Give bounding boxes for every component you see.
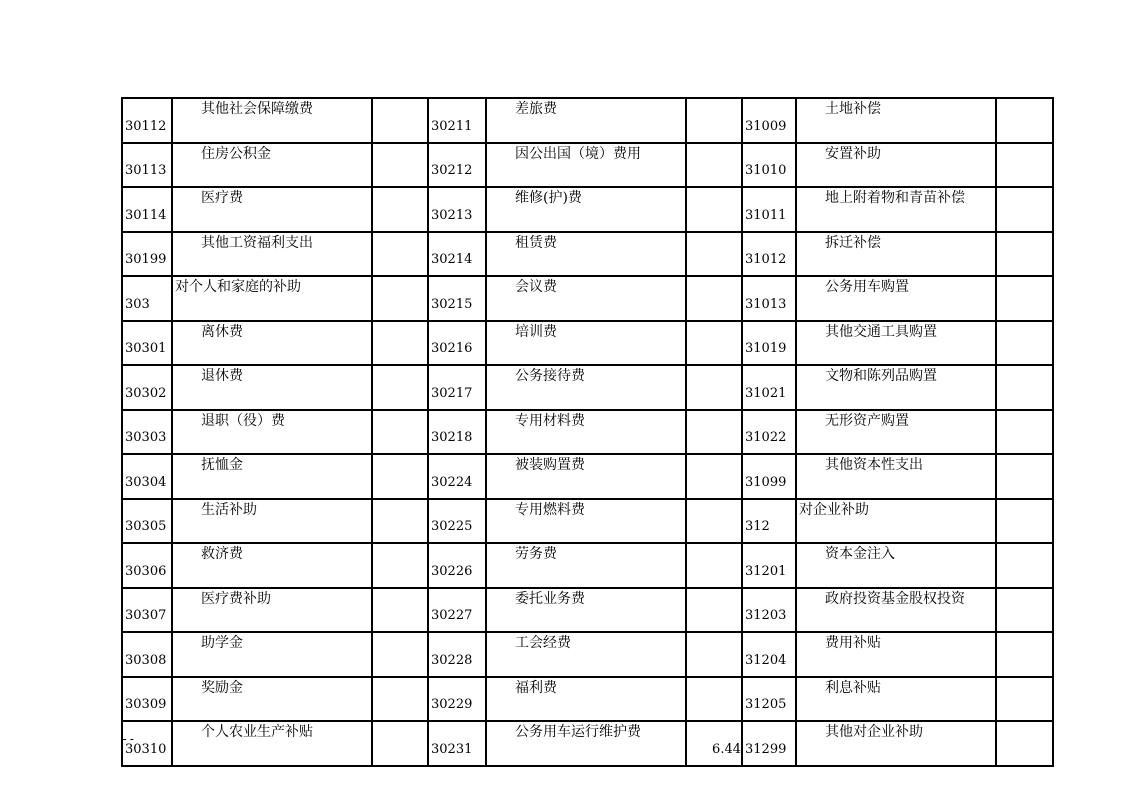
account-name-cell: 住房公积金: [172, 143, 372, 188]
amount-cell: [996, 677, 1053, 722]
account-code-cell: 303: [122, 276, 172, 321]
table-row: [122, 499, 1053, 544]
account-code-cell: 30114: [122, 187, 172, 232]
account-code-cell: 30227: [428, 588, 486, 633]
account-code-cell: 31010: [742, 143, 796, 188]
account-name-cell: 政府投资基金股权投资: [796, 588, 996, 633]
table-row: [122, 187, 1053, 232]
account-code-cell: 30216: [428, 321, 486, 366]
account-name-cell: 专用材料费: [486, 410, 686, 455]
account-code-cell: 30303: [122, 410, 172, 455]
account-code-cell: 31019: [742, 321, 796, 366]
amount-cell: [372, 410, 428, 455]
amount-cell: [372, 454, 428, 499]
amount-cell: [686, 454, 742, 499]
account-code-cell: 30302: [122, 365, 172, 410]
amount-cell: [996, 187, 1053, 232]
table-row: [122, 543, 1053, 588]
page-footer-mark: --: [121, 732, 136, 746]
account-name-cell: 助学金: [172, 632, 372, 677]
account-name-cell: 医疗费补助: [172, 588, 372, 633]
amount-cell: [996, 454, 1053, 499]
account-code-cell: 30304: [122, 454, 172, 499]
table-row: [122, 143, 1053, 188]
table-row: [122, 365, 1053, 410]
amount-cell: [686, 410, 742, 455]
account-code-cell: 30214: [428, 232, 486, 277]
account-code-cell: 31099: [742, 454, 796, 499]
amount-cell: [372, 365, 428, 410]
account-code-cell: 31013: [742, 276, 796, 321]
account-code-cell: 30199: [122, 232, 172, 277]
account-name-cell: 工会经费: [486, 632, 686, 677]
account-code-cell: 31299: [742, 721, 796, 766]
amount-cell: [686, 365, 742, 410]
amount-cell: [686, 321, 742, 366]
account-name-cell: 安置补助: [796, 143, 996, 188]
account-name-cell: 其他交通工具购置: [796, 321, 996, 366]
account-code-cell: 31022: [742, 410, 796, 455]
account-name-cell: 个人农业生产补贴: [172, 721, 372, 766]
account-name-cell: 抚恤金: [172, 454, 372, 499]
account-code-cell: 30231: [428, 721, 486, 766]
amount-cell: [686, 677, 742, 722]
account-code-cell: 30308: [122, 632, 172, 677]
account-code-cell: 31203: [742, 588, 796, 633]
amount-cell: [372, 588, 428, 633]
account-code-cell: 30211: [428, 98, 486, 143]
amount-cell: [372, 499, 428, 544]
account-code-cell: 31204: [742, 632, 796, 677]
amount-cell: [686, 588, 742, 633]
amount-cell: [996, 321, 1053, 366]
account-name-cell: 拆迁补偿: [796, 232, 996, 277]
account-code-cell: 31009: [742, 98, 796, 143]
amount-cell: [686, 232, 742, 277]
table-row: [122, 721, 1053, 766]
account-code-cell: 312: [742, 499, 796, 544]
account-name-cell: 资本金注入: [796, 543, 996, 588]
amount-cell: 6.44: [686, 721, 742, 766]
account-code-cell: 30226: [428, 543, 486, 588]
amount-cell: [372, 677, 428, 722]
table-body: [122, 98, 1053, 766]
account-name-cell: 文物和陈列品购置: [796, 365, 996, 410]
account-code-cell: 30305: [122, 499, 172, 544]
account-code-cell: 30212: [428, 143, 486, 188]
account-code-cell: 30310: [122, 721, 172, 766]
account-name-cell: 劳务费: [486, 543, 686, 588]
amount-cell: [996, 143, 1053, 188]
table-row: [122, 98, 1053, 143]
table-row: [122, 276, 1053, 321]
amount-cell: [686, 143, 742, 188]
account-code-cell: 30228: [428, 632, 486, 677]
account-name-cell: 退职（役）费: [172, 410, 372, 455]
account-name-cell: 租赁费: [486, 232, 686, 277]
amount-cell: [996, 632, 1053, 677]
amount-cell: [996, 410, 1053, 455]
account-code-cell: 30218: [428, 410, 486, 455]
account-code-cell: 31205: [742, 677, 796, 722]
account-code-cell: 31011: [742, 187, 796, 232]
account-code-cell: 30309: [122, 677, 172, 722]
amount-cell: [686, 187, 742, 232]
account-code-cell: 30112: [122, 98, 172, 143]
amount-cell: [996, 543, 1053, 588]
account-name-cell: 培训费: [486, 321, 686, 366]
account-name-cell: 救济费: [172, 543, 372, 588]
amount-cell: [686, 98, 742, 143]
amount-cell: [372, 632, 428, 677]
amount-cell: [372, 721, 428, 766]
account-name-cell: 会议费: [486, 276, 686, 321]
account-name-cell: 其他社会保障缴费: [172, 98, 372, 143]
amount-cell: [996, 232, 1053, 277]
table-row: [122, 677, 1053, 722]
amount-cell: [372, 187, 428, 232]
amount-cell: [372, 276, 428, 321]
account-name-cell: 离休费: [172, 321, 372, 366]
account-name-cell: 土地补偿: [796, 98, 996, 143]
amount-cell: [686, 499, 742, 544]
amount-cell: [996, 276, 1053, 321]
account-code-cell: 30306: [122, 543, 172, 588]
account-code-cell: 30215: [428, 276, 486, 321]
account-code-cell: 31012: [742, 232, 796, 277]
amount-cell: [372, 543, 428, 588]
account-name-cell: 差旅费: [486, 98, 686, 143]
account-name-cell: 公务用车购置: [796, 276, 996, 321]
table-row: [122, 454, 1053, 499]
table-row: [122, 588, 1053, 633]
table-row: [122, 632, 1053, 677]
account-name-cell: 生活补助: [172, 499, 372, 544]
amount-cell: [686, 632, 742, 677]
account-name-cell: 公务用车运行维护费: [486, 721, 686, 766]
account-code-cell: 30217: [428, 365, 486, 410]
account-name-cell: 福利费: [486, 677, 686, 722]
amount-cell: [372, 232, 428, 277]
account-name-cell: 专用燃料费: [486, 499, 686, 544]
account-name-cell: 对企业补助: [796, 499, 996, 544]
account-name-cell: 退休费: [172, 365, 372, 410]
account-code-cell: 30224: [428, 454, 486, 499]
account-code-cell: 30225: [428, 499, 486, 544]
account-code-cell: 30213: [428, 187, 486, 232]
amount-cell: [686, 543, 742, 588]
amount-cell: [996, 499, 1053, 544]
account-name-cell: 对个人和家庭的补助: [172, 276, 372, 321]
expenditure-classification-table: [121, 97, 1054, 767]
amount-cell: [686, 276, 742, 321]
table-row: [122, 232, 1053, 277]
amount-cell: [372, 321, 428, 366]
account-name-cell: 因公出国（境）费用: [486, 143, 686, 188]
account-name-cell: 其他工资福利支出: [172, 232, 372, 277]
amount-cell: [996, 365, 1053, 410]
account-name-cell: 其他资本性支出: [796, 454, 996, 499]
account-code-cell: 31201: [742, 543, 796, 588]
account-code-cell: 31021: [742, 365, 796, 410]
table-row: [122, 321, 1053, 366]
account-code-cell: 30229: [428, 677, 486, 722]
account-name-cell: 医疗费: [172, 187, 372, 232]
amount-cell: [996, 721, 1053, 766]
account-name-cell: 被装购置费: [486, 454, 686, 499]
account-code-cell: 30113: [122, 143, 172, 188]
amount-cell: [996, 588, 1053, 633]
account-name-cell: 无形资产购置: [796, 410, 996, 455]
table-row: [122, 410, 1053, 455]
account-name-cell: 奖励金: [172, 677, 372, 722]
account-name-cell: 利息补贴: [796, 677, 996, 722]
amount-cell: [372, 143, 428, 188]
account-name-cell: 委托业务费: [486, 588, 686, 633]
account-name-cell: 其他对企业补助: [796, 721, 996, 766]
account-name-cell: 公务接待费: [486, 365, 686, 410]
account-code-cell: 30301: [122, 321, 172, 366]
amount-cell: [996, 98, 1053, 143]
account-name-cell: 地上附着物和青苗补偿: [796, 187, 996, 232]
account-code-cell: 30307: [122, 588, 172, 633]
amount-cell: [372, 98, 428, 143]
account-name-cell: 维修(护)费: [486, 187, 686, 232]
account-name-cell: 费用补贴: [796, 632, 996, 677]
